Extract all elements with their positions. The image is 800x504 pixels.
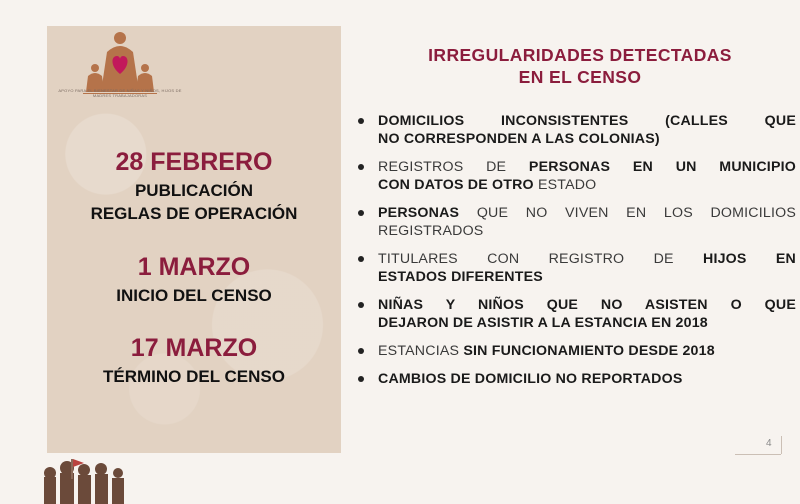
event-label: PUBLICACIÓN: [134, 181, 254, 200]
title-line: EN EL CENSO: [518, 67, 642, 87]
list-item-line: [378, 314, 796, 332]
irregularities-list: [356, 112, 796, 398]
bold-text: CON DATOS DE OTRO: [378, 177, 534, 193]
bold-text: DOMICILIOS INCONSISTENTES: [378, 113, 629, 129]
bold-text: CAMBIOS DE DOMICILIO NO REPORTADOS: [378, 371, 683, 387]
bold-text: PERSONAS EN UN MUNICIPIO: [528, 159, 796, 175]
bold-text: SIN FUNCIONAMIENTO DESDE 2018: [463, 343, 715, 359]
list-item: [356, 112, 796, 148]
bullet-dot-icon: [358, 210, 364, 216]
list-item: [356, 204, 796, 240]
regular-text: ESTADO: [533, 177, 597, 193]
bold-text: DEJARON DE ASISTIR A LA ESTANCIA EN 2018: [378, 315, 708, 331]
regular-text: REGISTRADOS: [378, 223, 484, 239]
list-item-line: [378, 250, 796, 268]
divider: [735, 454, 781, 455]
bullet-dot-icon: [358, 376, 364, 382]
list-item-line: [378, 268, 796, 286]
event-label: TÉRMINO DEL CENSO: [103, 367, 285, 386]
list-item-line: [378, 176, 796, 194]
regular-text: TITULARES CON REGISTRO DE: [378, 251, 703, 267]
list-item: [356, 370, 796, 388]
slide-title: [380, 44, 780, 88]
event-date: 1 MARZO: [137, 253, 251, 281]
bullet-dot-icon: [358, 164, 364, 170]
bullet-dot-icon: [358, 302, 364, 308]
bold-text: NO CORRESPONDEN A LAS COLONIAS): [378, 131, 660, 147]
bold-text: (CALLES QUE: [628, 113, 796, 129]
event-date: 28 FEBRERO: [115, 148, 273, 176]
divider: [781, 436, 782, 454]
regular-text: ESTANCIAS: [378, 343, 464, 359]
bold-text: HIJOS EN: [703, 251, 796, 267]
title-line: IRREGULARIDADES DETECTADAS: [428, 45, 732, 65]
event-label: INICIO DEL CENSO: [116, 286, 272, 305]
list-item-line: [378, 296, 796, 314]
regular-text: REGISTROS DE: [378, 159, 529, 175]
regular-text: QUE NO VIVEN EN LOS DOMICILIOS: [459, 205, 796, 221]
list-item: [356, 250, 796, 286]
page-number: 4: [766, 438, 772, 449]
bullet-dot-icon: [358, 118, 364, 124]
bold-text: NIÑAS Y NIÑOS QUE NO ASISTEN O QUE: [378, 297, 796, 313]
bold-text: ESTADOS DIFERENTES: [378, 269, 543, 285]
list-item: [356, 158, 796, 194]
list-item-line: [378, 204, 796, 222]
event-label: REGLAS DE OPERACIÓN: [90, 204, 298, 223]
logo-caption: APOYO PARA EL BIENESTAR DE NIÑAS Y NIÑOS, HIJOS DE MADRES TRABAJADORAS: [58, 88, 182, 98]
list-item-line: [378, 342, 796, 360]
list-item: [356, 342, 796, 360]
list-item: [356, 296, 796, 332]
list-item-line: [378, 158, 796, 176]
list-item-line: [378, 130, 796, 148]
event-date: 17 MARZO: [130, 334, 258, 362]
bold-text: PERSONAS: [378, 205, 460, 221]
list-item-line: [378, 112, 796, 130]
bullet-dot-icon: [358, 348, 364, 354]
bullet-dot-icon: [358, 256, 364, 262]
heroes-illustration: [40, 455, 130, 504]
list-item-line: [378, 370, 796, 388]
list-item-line: [378, 222, 796, 240]
